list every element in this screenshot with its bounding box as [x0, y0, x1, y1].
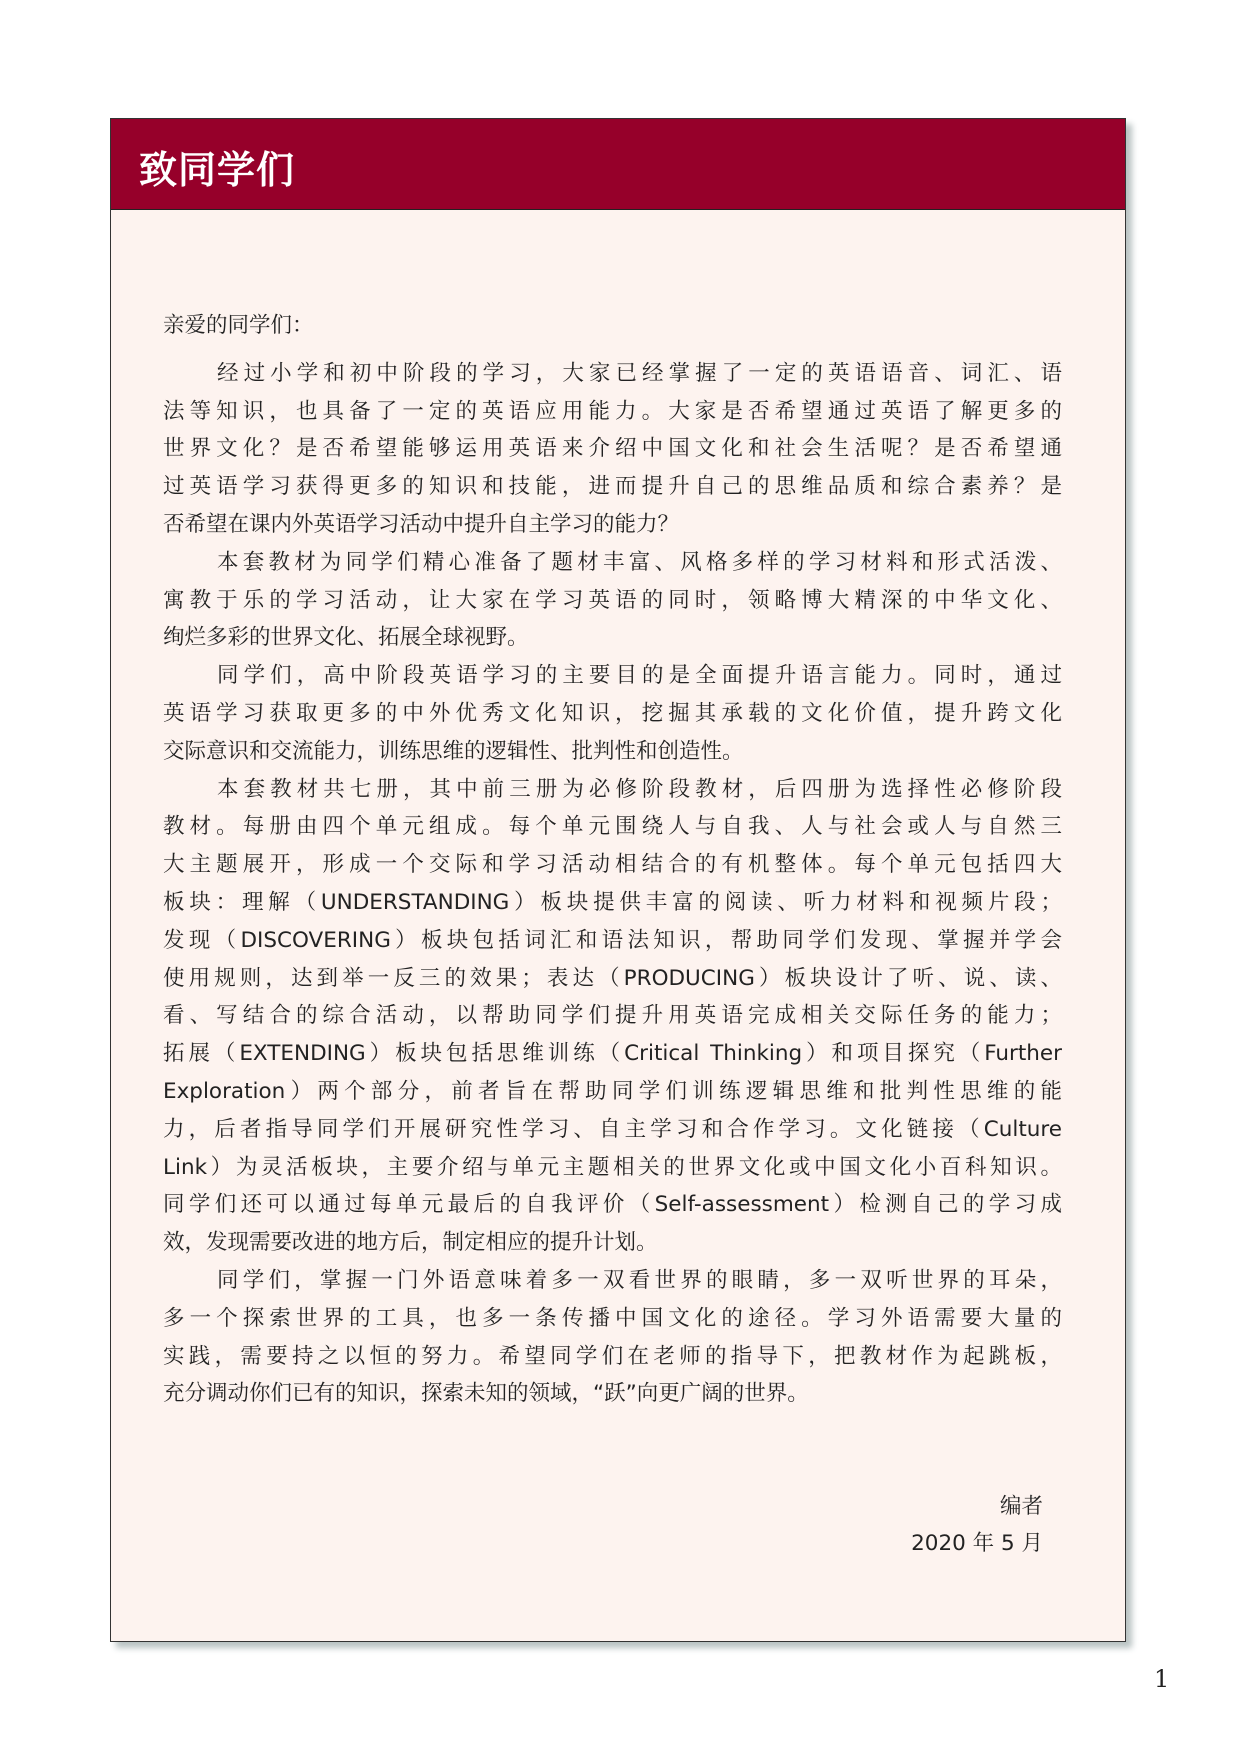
paragraph-line: 同学们，掌握一门外语意味着多一双看世界的眼睛，多一双听世界的耳朵，: [217, 1267, 1062, 1293]
paragraph-line: 经过小学和初中阶段的学习，大家已经掌握了一定的英语语音、词汇、语: [217, 360, 1062, 386]
paragraph-line: 同学们，高中阶段英语学习的主要目的是全面提升语言能力。同时，通过: [217, 663, 1062, 689]
paragraph-line: 板块：理解（UNDERSTANDING）板块提供丰富的阅读、听力材料和视频片段；: [163, 889, 1062, 915]
page-title: 致同学们: [139, 147, 296, 192]
paragraph-line: 大主题展开，形成一个交际和学习活动相结合的有机整体。每个单元包括四大: [163, 852, 1062, 878]
paragraph-line: 法等知识，也具备了一定的英语应用能力。大家是否希望通过英语了解更多的: [163, 398, 1062, 424]
paragraph-line: 寓教于乐的学习活动，让大家在学习英语的同时，领略博大精深的中华文化、: [163, 587, 1062, 613]
paragraph-line: 实践，需要持之以恒的努力。希望同学们在老师的指导下，把教材作为起跳板，: [163, 1343, 1062, 1369]
paragraph-line: Link）为灵活板块，主要介绍与单元主题相关的世界文化或中国文化小百科知识。: [163, 1154, 1062, 1180]
paragraph-line: 充分调动你们已有的知识，探索未知的领域，“跃”向更广阔的世界。: [163, 1381, 809, 1407]
paragraph-line: 本套教材共七册，其中前三册为必修阶段教材，后四册为选择性必修阶段: [217, 776, 1062, 802]
paragraph-line: 否希望在课内外英语学习活动中提升自主学习的能力？: [163, 511, 680, 537]
signature-author: 编者: [999, 1494, 1043, 1519]
paragraph-line: 多一个探索世界的工具，也多一条传播中国文化的途径。学习外语需要大量的: [163, 1305, 1062, 1331]
paragraph-line: 力，后者指导同学们开展研究性学习、自主学习和合作学习。文化链接（Culture: [163, 1116, 1062, 1142]
paragraph-line: 使用规则，达到举一反三的效果；表达（PRODUCING）板块设计了听、说、读、: [163, 965, 1062, 991]
paragraph-line: 世界文化？是否希望能够运用英语来介绍中国文化和社会生活呢？是否希望通: [163, 436, 1062, 462]
page-number: 1: [1154, 1665, 1170, 1693]
paragraph-line: 发现（DISCOVERING）板块包括词汇和语法知识，帮助同学们发现、掌握并学会: [163, 927, 1062, 953]
greeting: 亲爱的同学们：: [163, 313, 314, 338]
paragraph-line: 交际意识和交流能力，训练思维的逻辑性、批判性和创造性。: [163, 738, 744, 764]
letter-card: [110, 118, 1126, 1642]
paragraph-line: 教材。每册由四个单元组成。每个单元围绕人与自我、人与社会或人与自然三: [163, 814, 1062, 840]
paragraph-line: 效，发现需要改进的地方后，制定相应的提升计划。: [163, 1230, 658, 1256]
title-banner: [111, 119, 1125, 210]
paragraph-line: 本套教材为同学们精心准备了题材丰富、风格多样的学习材料和形式活泼、: [217, 549, 1062, 575]
signature-date: 2020 年 5 月: [911, 1531, 1043, 1556]
paragraph-line: 拓展（EXTENDING）板块包括思维训练（Critical Thinking）和项目探究（Further: [163, 1041, 1062, 1067]
paragraph-line: 同学们还可以通过每单元最后的自我评价（Self-assessment）检测自己的学习成: [163, 1192, 1062, 1218]
letter-body: [163, 307, 1062, 1413]
paragraph-line: Exploration）两个部分，前者旨在帮助同学们训练逻辑思维和批判性思维的能: [163, 1078, 1062, 1104]
paragraph-line: 看、写结合的综合活动，以帮助同学们提升用英语完成相关交际任务的能力；: [163, 1003, 1062, 1029]
paragraph-line: 英语学习获取更多的中外优秀文化知识，挖掘其承载的文化价值，提升跨文化: [163, 700, 1062, 726]
paragraph-line: 绚烂多彩的世界文化、拓展全球视野。: [163, 625, 529, 651]
paragraph-line: 过英语学习获得更多的知识和技能，进而提升自己的思维品质和综合素养？是: [163, 474, 1062, 500]
